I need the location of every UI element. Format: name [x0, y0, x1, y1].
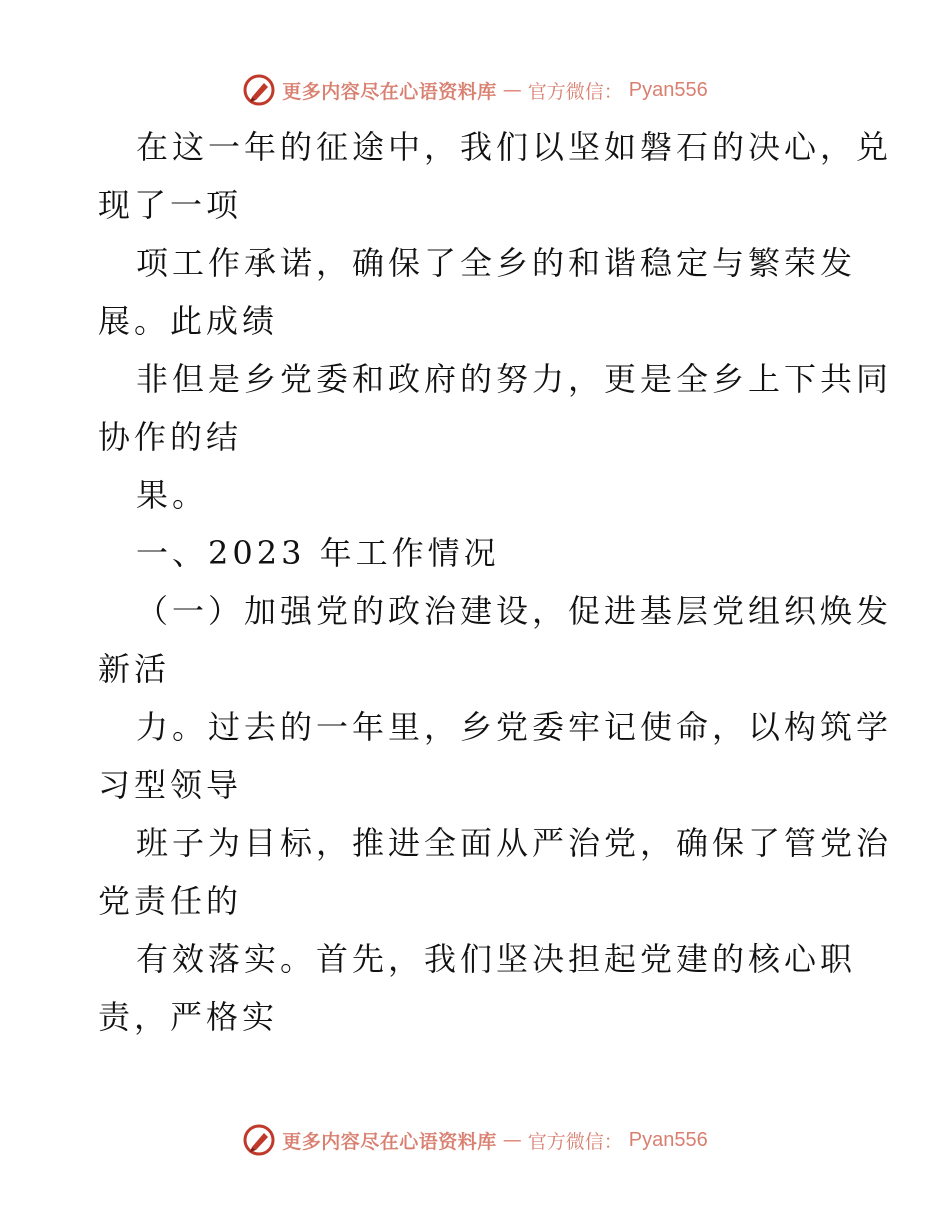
pen-logo-icon [242, 73, 276, 107]
document-body [98, 118, 893, 1046]
header-watermark [0, 70, 950, 110]
footer-watermark [0, 1120, 950, 1160]
text-line: 有效落实。首先，我们坚决担起党建的核心职 [136, 940, 857, 978]
subsection-heading: （一）加强党的政治建设，促进基层党组织焕发 [136, 592, 893, 630]
section-heading: 一、2023 年工作情况 [136, 534, 500, 572]
text-line: 非但是乡党委和政府的努力，更是全乡上下共同 [136, 360, 893, 398]
text-line: 项工作承诺，确保了全乡的和谐稳定与繁荣发 [136, 244, 857, 282]
watermark-wechat-label: 官方微信： [527, 1130, 623, 1153]
text-line: 现了一项 [98, 186, 243, 224]
text-line: 党责任的 [98, 882, 243, 920]
watermark-wechat-id: Pyan556 [628, 78, 708, 101]
text-line: 力。过去的一年里，乡党委牢记使命，以构筑学 [136, 708, 893, 746]
text-line: 协作的结 [98, 418, 243, 456]
watermark-brand: 更多内容尽在心语资料库 [282, 80, 497, 103]
text-line: 班子为目标，推进全面从严治党，确保了管党治 [136, 824, 893, 862]
text-line: 责，严格实 [98, 998, 279, 1036]
text-line: 在这一年的征途中，我们以坚如磐石的决心，兑 [136, 128, 893, 166]
watermark-brand: 更多内容尽在心语资料库 [282, 1130, 497, 1153]
watermark-wechat-id: Pyan556 [628, 1128, 708, 1151]
text-line: 展。此成绩 [98, 302, 279, 340]
pen-logo-icon [242, 1123, 276, 1157]
watermark-wechat-label: 官方微信： [527, 80, 623, 103]
text-line: 新活 [98, 650, 171, 688]
text-line: 习型领导 [98, 766, 243, 804]
watermark-separator: — [502, 79, 522, 101]
text-line: 果。 [136, 476, 209, 514]
watermark-separator: — [502, 1129, 522, 1151]
